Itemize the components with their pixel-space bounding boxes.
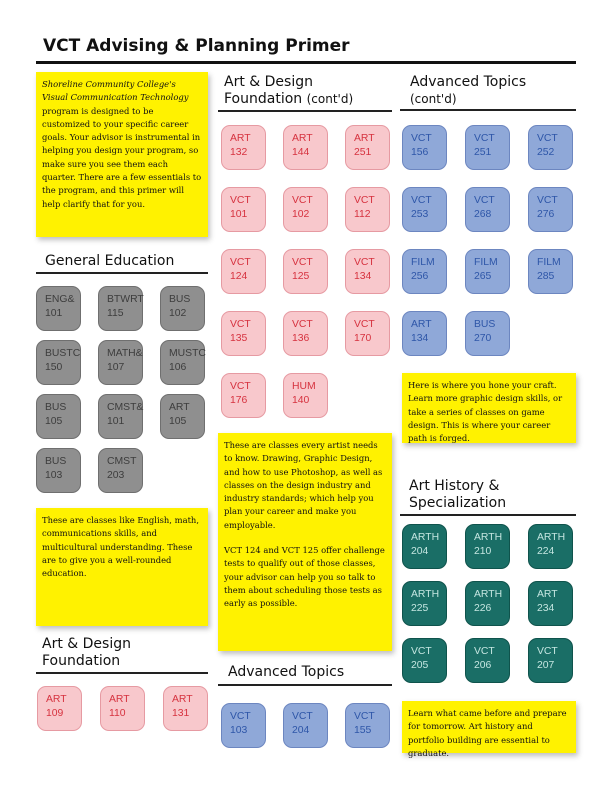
course-subject: VCT [474, 646, 495, 657]
course-subject: BUS [45, 402, 67, 413]
course-subject: VCT [354, 257, 375, 268]
course-number: 144 [292, 147, 310, 158]
course-tile [37, 686, 82, 731]
course-subject: VCT [474, 195, 495, 206]
advanced-contd-divider [400, 109, 576, 111]
course-number: 253 [411, 209, 429, 220]
course-tile [160, 286, 205, 331]
course-number: 105 [169, 416, 187, 427]
course-number: 132 [230, 147, 248, 158]
course-subject: BTWRT [107, 294, 144, 305]
course-number: 150 [45, 362, 63, 373]
course-number: 203 [107, 470, 125, 481]
course-subject: HUM [292, 381, 316, 392]
course-tile [160, 394, 205, 439]
course-subject: VCT [411, 133, 432, 144]
advanced-contd-note-text: Here is where you hone your craft. Learn more graphic design skills, or take a series of classes on game design. This is where your career path is forged. [408, 380, 563, 444]
advanced-topics-title: Advanced Topics [228, 664, 345, 680]
course-subject: ARTH [411, 532, 440, 543]
course-subject: VCT [537, 646, 558, 657]
foundation-title-line2: Foundation [42, 653, 121, 669]
course-subject: VCT [292, 257, 313, 268]
course-subject: ARTH [474, 589, 503, 600]
course-number: 102 [169, 308, 187, 319]
foundation-contd-title-line1: Art & Design [224, 74, 313, 90]
course-number: 103 [230, 725, 248, 736]
course-subject: VCT [230, 711, 251, 722]
course-tile [283, 373, 328, 418]
course-subject: VCT [474, 133, 495, 144]
course-number: 124 [230, 271, 248, 282]
course-subject: VCT [292, 711, 313, 722]
course-tile [345, 187, 390, 232]
course-tile [221, 249, 266, 294]
course-number: 106 [169, 362, 187, 373]
advanced-contd-title [410, 74, 526, 108]
course-tile [283, 703, 328, 748]
course-number: 251 [474, 147, 492, 158]
art-history-title-line2: Specialization [409, 495, 507, 511]
course-tile [402, 249, 447, 294]
course-tile [465, 638, 510, 683]
course-tile [221, 311, 266, 356]
course-number: 226 [474, 603, 492, 614]
course-number: 170 [354, 333, 372, 344]
course-number: 268 [474, 209, 492, 220]
course-number: 234 [537, 603, 555, 614]
course-number: 134 [354, 271, 372, 282]
course-number: 205 [411, 660, 429, 671]
course-subject: FILM [537, 257, 561, 268]
title-divider [36, 61, 576, 64]
foundation-title [42, 636, 131, 670]
course-number: 156 [411, 147, 429, 158]
intro-college-name: Shoreline Community College's [42, 79, 176, 89]
course-subject: MUSTC [169, 348, 206, 359]
course-number: 265 [474, 271, 492, 282]
course-number: 105 [45, 416, 63, 427]
course-subject: VCT [292, 319, 313, 330]
course-tile [528, 638, 573, 683]
course-tile [402, 187, 447, 232]
course-number: 270 [474, 333, 492, 344]
course-number: 103 [45, 470, 63, 481]
course-subject: BUS [45, 456, 67, 467]
foundation-contd-title [224, 74, 353, 108]
course-number: 101 [45, 308, 63, 319]
foundation-title-line1: Art & Design [42, 636, 131, 652]
course-subject: ART [109, 694, 130, 705]
course-subject: BUSTC [45, 348, 81, 359]
foundation-divider [36, 672, 208, 674]
art-history-note [402, 701, 576, 758]
course-number: 256 [411, 271, 429, 282]
course-tile [345, 311, 390, 356]
course-tile [465, 524, 510, 569]
course-subject: ARTH [537, 532, 566, 543]
course-subject: VCT [292, 195, 313, 206]
course-subject: ART [354, 133, 375, 144]
course-subject: MATH& [107, 348, 143, 359]
course-tile [283, 187, 328, 232]
course-tile [402, 311, 447, 356]
course-tile [98, 340, 143, 385]
course-tile [465, 125, 510, 170]
course-number: 136 [292, 333, 310, 344]
course-tile [402, 638, 447, 683]
course-tile [221, 187, 266, 232]
course-tile [528, 125, 573, 170]
general-education-divider [36, 272, 208, 274]
course-tile [465, 249, 510, 294]
course-number: 204 [292, 725, 310, 736]
advanced-topics-divider [218, 684, 392, 686]
course-number: 101 [107, 416, 125, 427]
course-subject: ART [292, 133, 313, 144]
course-number: 135 [230, 333, 248, 344]
course-subject: ARTH [411, 589, 440, 600]
course-tile [345, 125, 390, 170]
course-number: 110 [109, 708, 126, 719]
course-number: 131 [172, 708, 190, 719]
course-tile [221, 125, 266, 170]
advanced-contd-title-line2: (cont'd) [410, 92, 457, 106]
general-education-note [36, 508, 208, 626]
course-number: 210 [474, 546, 492, 557]
course-subject: VCT [354, 195, 375, 206]
course-subject: BUS [474, 319, 496, 330]
course-subject: VCT [230, 319, 251, 330]
course-number: 276 [537, 209, 555, 220]
course-number: 107 [107, 362, 125, 373]
course-tile [465, 187, 510, 232]
foundation-contd-note-p2: VCT 124 and VCT 125 offer challenge tests to qualify out of those classes, your advisor can help you so talk to them about scheduling those tests as early as possible. [224, 545, 385, 609]
course-tile [465, 581, 510, 626]
course-subject: ENG& [45, 294, 75, 305]
course-tile [345, 703, 390, 748]
course-subject: ART [169, 402, 190, 413]
foundation-contd-divider [218, 110, 392, 112]
course-number: 109 [46, 708, 64, 719]
course-number: 125 [292, 271, 310, 282]
course-tile [221, 703, 266, 748]
course-number: 155 [354, 725, 372, 736]
course-number: 102 [292, 209, 310, 220]
intro-body: program is designed to be customized to your specific career goals. Your advisor is instrumental in helping you design your program, so make sure you see them each quarter. There are a few essentials to the program, and this primer will help clarify that for you. [42, 105, 202, 209]
general-education-title: General Education [45, 253, 175, 269]
course-number: 101 [230, 209, 248, 220]
course-number: 115 [107, 308, 124, 319]
course-number: 204 [411, 546, 429, 557]
course-subject: VCT [230, 381, 251, 392]
course-number: 252 [537, 147, 555, 158]
course-tile [465, 311, 510, 356]
course-number: 225 [411, 603, 429, 614]
course-tile [402, 524, 447, 569]
course-tile [221, 373, 266, 418]
course-subject: ART [537, 589, 558, 600]
foundation-contd-note [218, 433, 392, 651]
course-subject: ART [230, 133, 251, 144]
course-tile [160, 340, 205, 385]
foundation-contd-title-line2-wrap [224, 91, 353, 108]
course-tile [36, 286, 81, 331]
foundation-contd-note-p1: These are classes every artist needs to know. Drawing, Graphic Design, and how to use Photoshop, as well as classes on the design industry and industry standards; which help you plan your career and make you employable. [224, 440, 383, 530]
course-tile [36, 394, 81, 439]
course-tile [98, 394, 143, 439]
course-subject: VCT [230, 195, 251, 206]
course-subject: ART [46, 694, 67, 705]
course-subject: FILM [411, 257, 435, 268]
course-number: 176 [230, 395, 248, 406]
course-tile [36, 340, 81, 385]
course-subject: ART [172, 694, 193, 705]
intro-note [36, 72, 208, 237]
course-number: 112 [354, 209, 371, 220]
course-tile [528, 249, 573, 294]
course-subject: CMST& [107, 402, 144, 413]
course-number: 134 [411, 333, 429, 344]
course-subject: VCT [537, 195, 558, 206]
page-title: VCT Advising & Planning Primer [43, 36, 350, 56]
course-tile [36, 448, 81, 493]
course-subject: VCT [411, 646, 432, 657]
course-number: 140 [292, 395, 310, 406]
course-subject: VCT [230, 257, 251, 268]
course-tile [283, 311, 328, 356]
art-history-title [409, 478, 506, 512]
course-tile [100, 686, 145, 731]
course-number: 224 [537, 546, 555, 557]
course-subject: BUS [169, 294, 191, 305]
course-tile [528, 524, 573, 569]
course-tile [345, 249, 390, 294]
course-number: 207 [537, 660, 555, 671]
foundation-contd-suffix: (cont'd) [306, 92, 354, 106]
art-history-divider [400, 514, 576, 516]
course-tile [283, 125, 328, 170]
course-tile [283, 249, 328, 294]
course-tile [98, 448, 143, 493]
art-history-title-line1: Art History & [409, 478, 500, 494]
course-subject: ARTH [474, 532, 503, 543]
general-education-note-text: These are classes like English, math, communications skills, and multicultural understanding. These are to give you a well-rounded education. [42, 515, 199, 579]
course-subject: CMST [107, 456, 137, 467]
intro-program-name: Visual Communication Technology [42, 92, 189, 103]
course-tile [402, 581, 447, 626]
art-history-note-text: Learn what came before and prepare for tomorrow. Art history and portfolio building are essential to graduate. [408, 708, 567, 758]
course-number: 251 [354, 147, 372, 158]
course-subject: ART [411, 319, 432, 330]
course-tile [163, 686, 208, 731]
course-subject: VCT [354, 319, 375, 330]
course-subject: VCT [354, 711, 375, 722]
course-tile [98, 286, 143, 331]
course-subject: FILM [474, 257, 498, 268]
course-tile [528, 187, 573, 232]
advanced-contd-title-line1: Advanced Topics [410, 74, 527, 90]
course-subject: VCT [537, 133, 558, 144]
course-number: 285 [537, 271, 555, 282]
course-tile [528, 581, 573, 626]
course-tile [402, 125, 447, 170]
course-number: 206 [474, 660, 492, 671]
advanced-contd-note [402, 373, 576, 443]
foundation-contd-title-line2: Foundation [224, 91, 303, 107]
course-subject: VCT [411, 195, 432, 206]
